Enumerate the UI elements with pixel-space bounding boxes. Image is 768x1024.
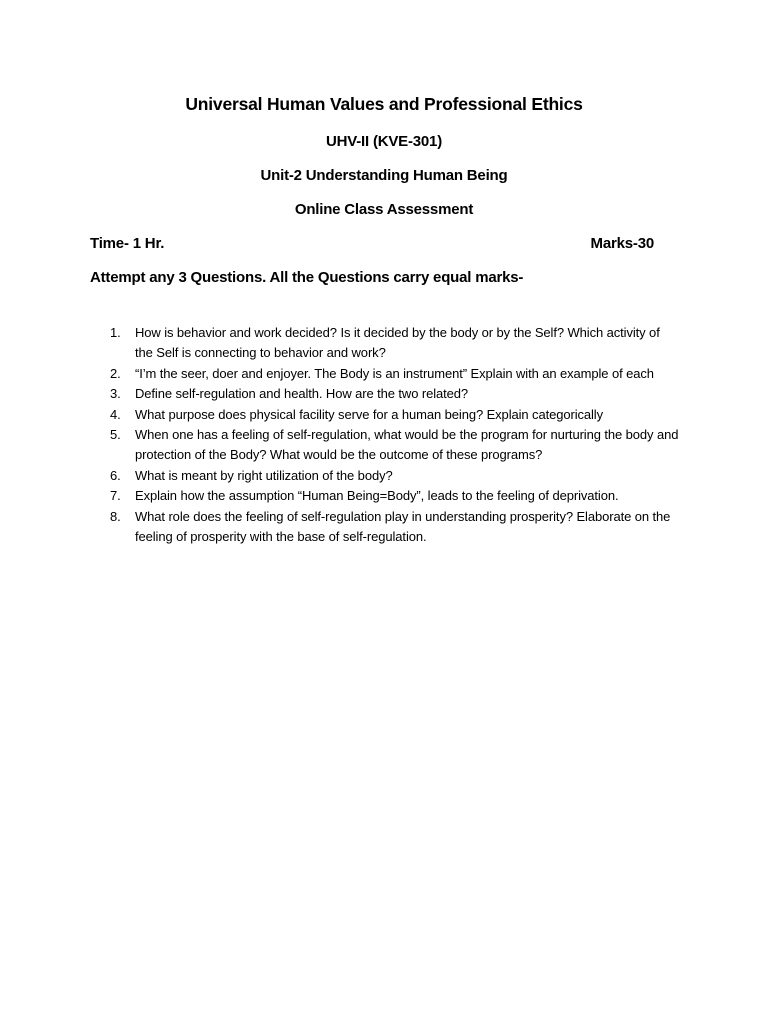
question-number: 6. — [110, 467, 121, 483]
question-text: “I’m the seer, doer and enjoyer. The Body is an instrument” Explain with an example of each — [135, 365, 654, 381]
time-label: Time- 1 Hr. — [90, 235, 165, 252]
question-text: How is behavior and work decided? Is it decided by the body or by the Self? Which activity of the Self is connecting to behavior and work? — [135, 325, 660, 361]
list-item — [110, 384, 680, 404]
question-number: 7. — [110, 488, 121, 504]
course-code: UHV-II (KVE-301) — [326, 133, 442, 150]
list-item — [110, 323, 680, 364]
question-text: Define self-regulation and health. How are the two related? — [135, 386, 469, 402]
question-text: When one has a feeling of self-regulation, what would be the program for nurturing the body and protection of the Body? What would be the outcome of these programs? — [135, 427, 679, 463]
question-text: Explain how the assumption “Human Being=Body”, leads to the feeling of deprivation. — [135, 488, 619, 504]
marks-label: Marks-30 — [590, 235, 654, 252]
unit-heading: Unit-2 Understanding Human Being — [260, 167, 508, 184]
question-text: What is meant by right utilization of the body? — [135, 467, 393, 483]
question-number: 5. — [110, 427, 121, 443]
list-item — [110, 466, 680, 486]
question-number: 8. — [110, 508, 121, 524]
list-item — [110, 405, 680, 425]
list-item — [110, 364, 680, 384]
list-item — [110, 486, 680, 506]
list-item — [110, 507, 680, 548]
question-list — [110, 323, 680, 547]
question-number: 2. — [110, 365, 121, 381]
time-marks-row — [90, 235, 654, 252]
question-number: 4. — [110, 406, 121, 422]
list-item — [110, 425, 680, 466]
instructions-text: Attempt any 3 Questions. All the Questions carry equal marks- — [90, 269, 524, 286]
question-text: What purpose does physical facility serve for a human being? Explain categorically — [135, 406, 603, 422]
question-text: What role does the feeling of self-regulation play in understanding prosperity? Elaborate on the feeling of prosperity with the base of self-regulation. — [135, 508, 671, 545]
question-number: 1. — [110, 325, 121, 340]
document-title: Universal Human Values and Professional Ethics — [185, 94, 583, 114]
assessment-heading: Online Class Assessment — [294, 201, 474, 218]
question-number: 3. — [110, 386, 121, 402]
